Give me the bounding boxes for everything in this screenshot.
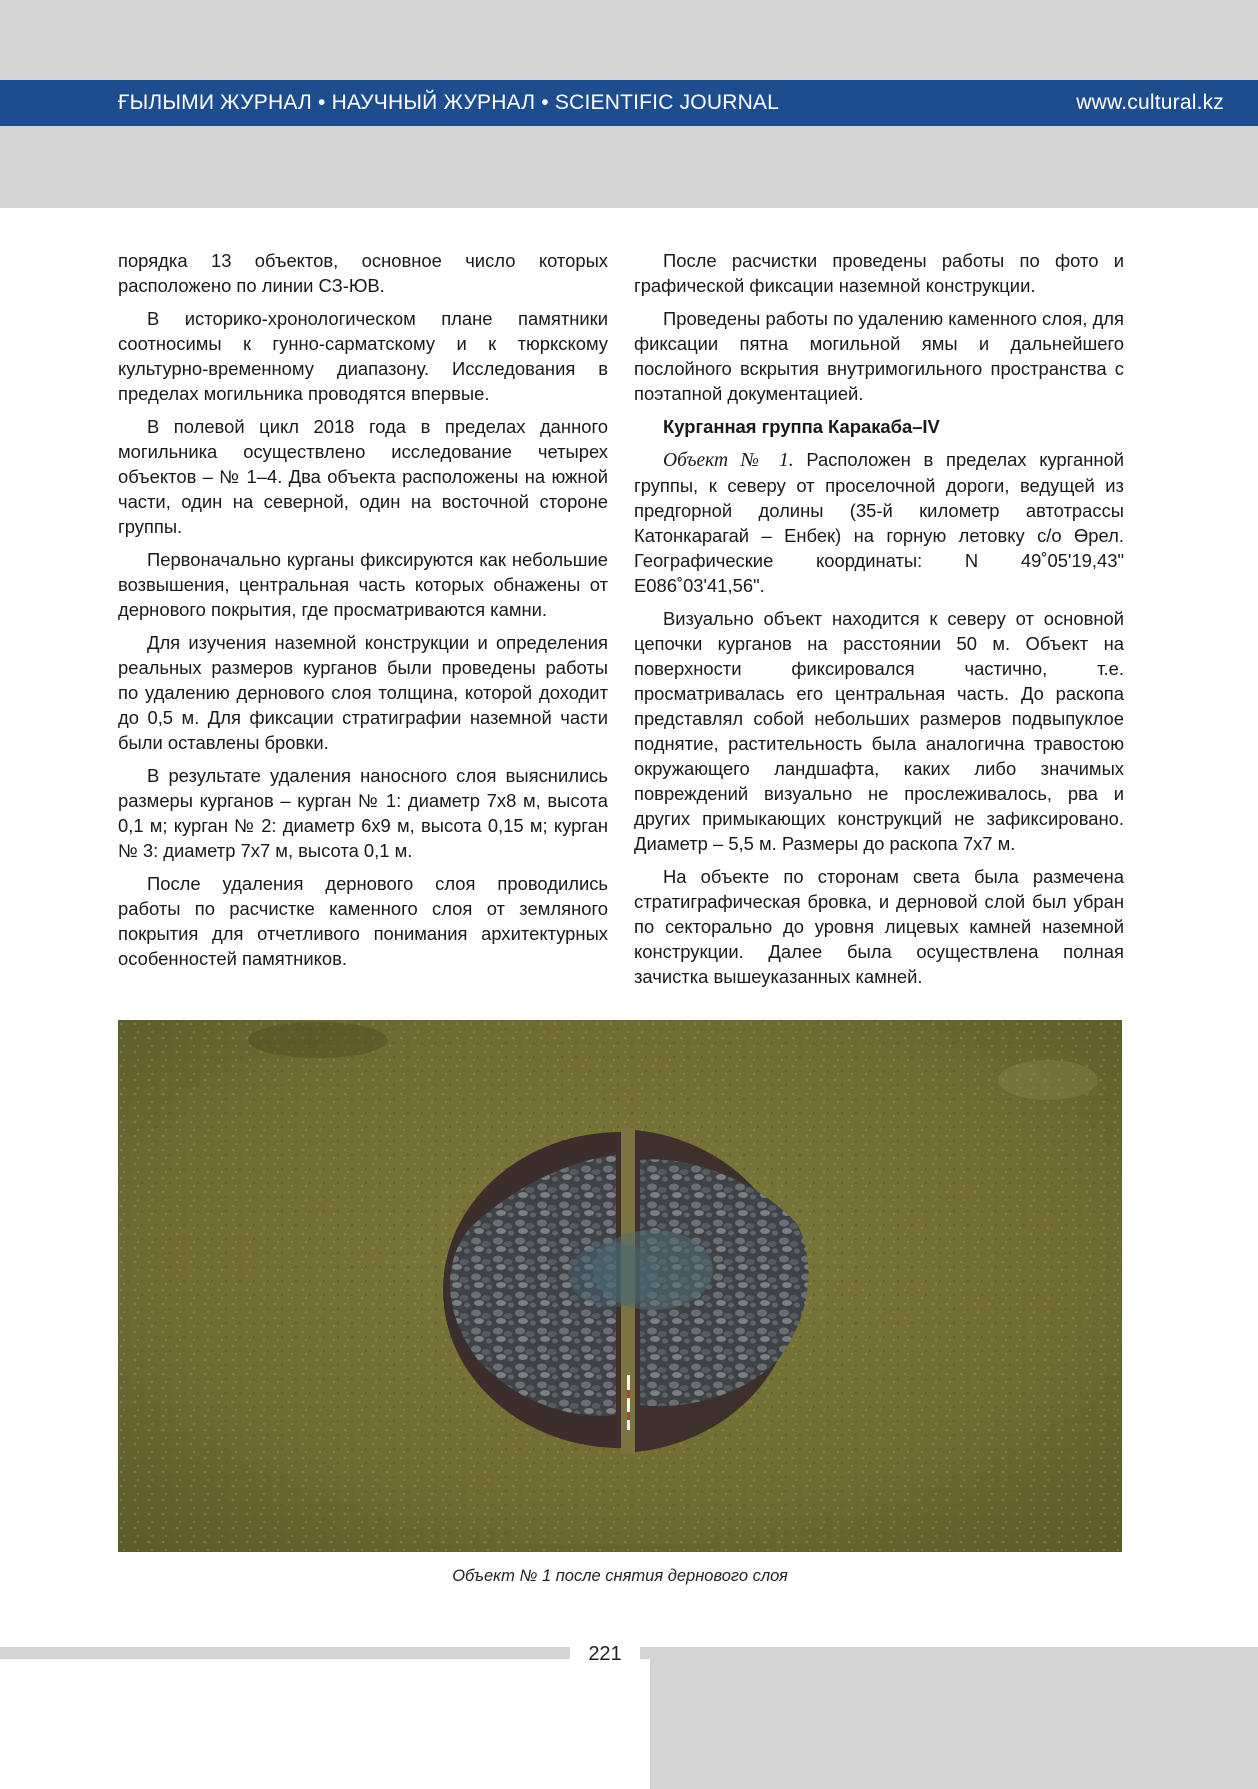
paragraph: Визуально объект находится к северу от основной цепочки курганов на расстоянии 50 м. Объект на поверхности фиксировался частично, т.е. просматривалась его центральная часть. До раскопа представлял собой небольших размеров подвыпуклое поднятие, растительность была аналогична травостою окружающего ландшафта, каких либо значимых повреждений визуально не прослеживалось, рва и других примыкающих конструкций не зафиксировано. Диаметр – 5,5 м. Размеры до раскопа 7х7 м. <box>634 608 1124 854</box>
page-number: 221 <box>570 1640 640 1668</box>
figure-caption: Объект № 1 после снятия дернового слоя <box>452 1567 788 1585</box>
object-label: Объект № 1. <box>663 450 794 471</box>
paragraph: Проведены работы по удалению каменного слоя, для фиксации пятна могильной ямы и дальнейшего послойного вскрытия внутримогильного пространства с поэтапной документацией. <box>634 308 1124 404</box>
left-column <box>118 248 608 979</box>
paragraph: порядка 13 объектов, основное число которых расположено по линии СЗ-ЮВ. <box>118 250 608 296</box>
journal-website: www.cultural.kz <box>1076 91 1224 114</box>
paragraph <box>634 447 1124 598</box>
object-description: Расположен в пределах курганной группы, к северу от проселочной дороги, ведущей из предгорной долины (35-й километр автотрассы Катонкарагай – Енбек) на горную летовку с/о Өрел. Географические координаты: N 49˚05'19,43" E086˚03'41,56". <box>634 449 1125 596</box>
paragraph: Для изучения наземной конструкции и определения реальных размеров курганов были проведены работы по удалению дернового слоя толщина, которой доходит до 0,5 м. Для фиксации стратиграфии наземной части были оставлены бровки. <box>118 632 608 753</box>
paragraph: В полевой цикл 2018 года в пределах данного могильника осуществлено исследование четырех объектов – № 1–4. Два объекта расположены на южной части, один на северной, один на восточной стороне группы. <box>118 416 608 537</box>
journal-title: ҒЫЛЫМИ ЖУРНАЛ • НАУЧНЫЙ ЖУРНАЛ • SCIENTIFIC JOURNAL <box>118 91 780 114</box>
journal-banner <box>0 80 1258 126</box>
section-subheading: Курганная группа Каракаба–IV <box>663 416 940 437</box>
footer-gray-block <box>650 1647 1258 1789</box>
paragraph: В историко-хронологическом плане памятники соотносимы к гунно-сарматскому и к тюркскому культурно-временному диапазону. Исследования в пределах могильника проводятся впервые. <box>118 308 608 404</box>
excavation-photo <box>118 1020 1122 1552</box>
aerial-kurgan-image <box>118 1020 1122 1552</box>
right-column <box>634 248 1124 997</box>
paragraph: В результате удаления наносного слоя выяснились размеры курганов – курган № 1: диаметр 7х8 м, высота 0,1 м; курган № 2: диаметр 6х9 м, высота 0,15 м; курган № 3: диаметр 7х7 м, высота 0,1 м. <box>118 765 608 861</box>
paragraph: На объекте по сторонам света была размечена стратиграфическая бровка, и дерновой слой был убран по секторально до уровня лицевых камней наземной конструкции. Далее была осуществлена полная зачистка вышеуказанных камней. <box>634 866 1124 987</box>
paragraph: После расчистки проведены работы по фото и графической фиксации наземной конструкции. <box>634 250 1124 296</box>
paragraph: Первоначально курганы фиксируются как небольшие возвышения, центральная часть которых обнажены от дернового покрытия, где просматриваются камни. <box>118 549 608 620</box>
paragraph: После удаления дернового слоя проводились работы по расчистке каменного слоя от земляного покрытия для отчетливого понимания архитектурных особенностей памятников. <box>118 873 608 969</box>
